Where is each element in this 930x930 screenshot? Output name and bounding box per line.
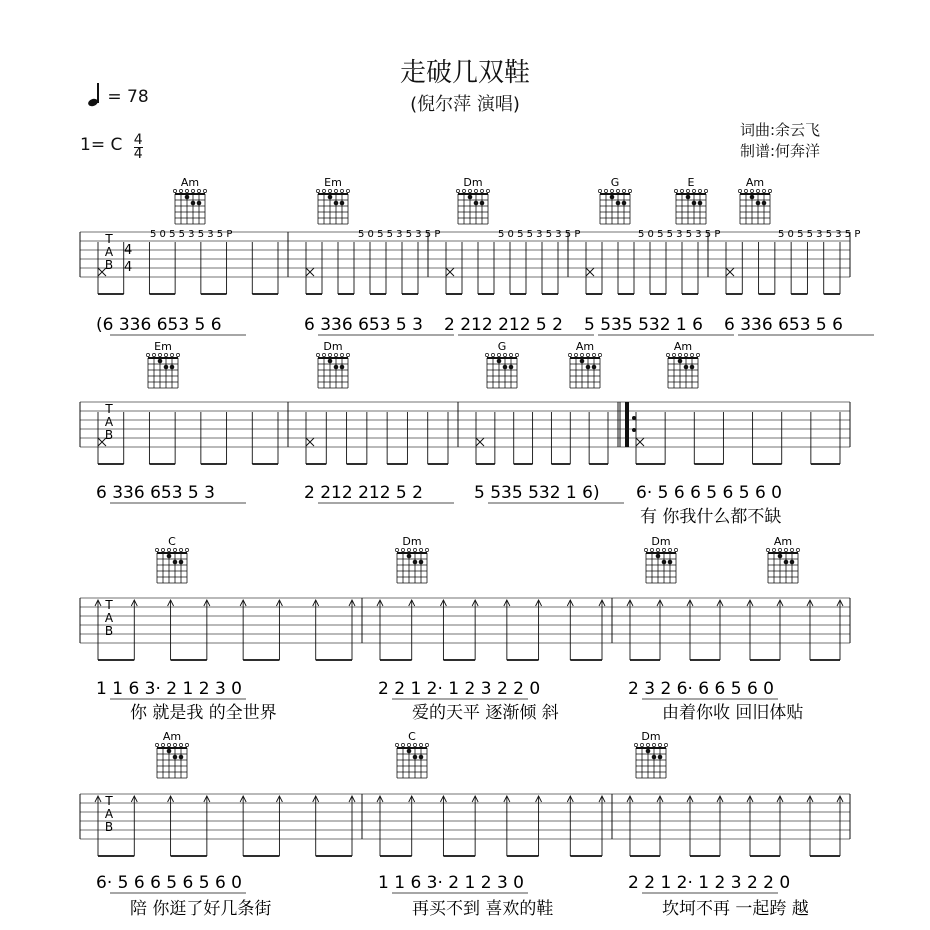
tab-time-bottom: 4 xyxy=(124,260,133,275)
fret-numbers: 5 0 5 5 3 5 3 5 P xyxy=(150,229,233,240)
chord-name: Dm xyxy=(651,535,671,548)
jianpu-measure: 2 2 1 2· 1 2 3 2 2 0 xyxy=(378,679,541,699)
muted-note-mark xyxy=(98,438,106,446)
muted-note-mark xyxy=(306,438,314,446)
chord-diagram-am xyxy=(568,340,601,388)
chord-name: Dm xyxy=(402,535,422,548)
tab-clef-letter: T xyxy=(105,598,113,612)
score-system-3 xyxy=(80,598,850,723)
tab-clef-letter: A xyxy=(104,807,114,821)
chord-diagram-am xyxy=(738,176,771,224)
chord-diagram-g xyxy=(598,176,631,224)
fret-numbers: 5 0 5 5 3 5 3 5 P xyxy=(778,229,861,240)
tab-clef-letter: B xyxy=(104,820,114,834)
chord-name: Dm xyxy=(463,176,483,189)
jianpu-measure: 5 535 532 1 6 xyxy=(584,315,703,335)
chord-name: Am xyxy=(745,176,765,189)
lyric-line: 陪 你逛了好几条街 xyxy=(130,899,272,919)
jianpu-measure: 6 336 653 5 3 xyxy=(96,483,215,503)
jianpu-measure: 2 3 2 6· 6 6 5 6 0 xyxy=(628,679,774,699)
tab-clef-letter: B xyxy=(104,624,114,638)
jianpu-measure: 2 212 212 5 2 xyxy=(304,483,423,503)
tab-time-top: 4 xyxy=(124,243,133,258)
chord-name: C xyxy=(408,730,416,743)
chord-diagram-am xyxy=(173,176,206,224)
chord-name: Am xyxy=(162,730,182,743)
chord-name: Am xyxy=(773,535,793,548)
muted-note-mark xyxy=(98,268,106,276)
chord-name: Dm xyxy=(641,730,661,743)
tempo-value: = 78 xyxy=(107,87,149,107)
time-top: 4 xyxy=(133,132,143,148)
jianpu-measure: 6 336 653 5 3 xyxy=(304,315,423,335)
chord-diagram-dm xyxy=(395,535,428,583)
chord-diagram-am xyxy=(666,340,699,388)
chord-diagram-g xyxy=(485,340,518,388)
jianpu-measure: 2 212 212 5 2 xyxy=(444,315,563,335)
song-subtitle: (倪尔萍 演唱) xyxy=(410,94,520,115)
chord-diagram-e xyxy=(674,176,707,224)
tab-clef-letter: A xyxy=(104,611,114,625)
chord-diagram-dm xyxy=(456,176,489,224)
chord-diagram-dm xyxy=(644,535,677,583)
chord-name: C xyxy=(168,535,176,548)
chord-diagram-am xyxy=(766,535,799,583)
jianpu-measure: 2 2 1 2· 1 2 3 2 2 0 xyxy=(628,873,791,893)
song-title: 走破几双鞋 xyxy=(399,58,530,88)
jianpu-measure: 6· 5 6 6 5 6 5 6 0 xyxy=(636,483,782,503)
muted-note-mark xyxy=(446,268,454,276)
tab-clef-letter: A xyxy=(104,245,114,259)
chord-name: G xyxy=(610,176,620,189)
score-system-1 xyxy=(80,229,874,335)
tab-clef-letter: T xyxy=(105,794,113,808)
tab-clef-letter: B xyxy=(104,428,114,442)
jianpu-measure: 1 1 6 3· 2 1 2 3 0 xyxy=(96,679,242,699)
tab-clef-letter: B xyxy=(104,258,114,272)
muted-note-mark xyxy=(726,268,734,276)
jianpu-measure: 1 1 6 3· 2 1 2 3 0 xyxy=(378,873,524,893)
chord-diagram-dm xyxy=(634,730,667,778)
lyric-line: 有 你我什么都不缺 xyxy=(640,507,782,527)
lyric-line: 由着你收 回旧体贴 xyxy=(662,703,804,723)
muted-note-mark xyxy=(476,438,484,446)
muted-note-mark xyxy=(306,268,314,276)
lyric-line: 你 就是我 的全世界 xyxy=(130,703,277,723)
time-bottom: 4 xyxy=(133,146,143,162)
chord-name: Am xyxy=(575,340,595,353)
chord-name: Am xyxy=(673,340,693,353)
lyric-line: 爱的天平 逐渐倾 斜 xyxy=(412,703,559,723)
repeat-bar xyxy=(625,402,629,447)
jianpu-measure: (6 336 653 5 6 xyxy=(96,315,222,335)
chord-diagram-c xyxy=(155,535,188,583)
key-label: 1= C xyxy=(80,135,123,155)
fret-numbers: 5 0 5 5 3 5 3 5 P xyxy=(498,229,581,240)
chord-name: E xyxy=(687,176,695,189)
lyricist-credit: 词曲:余云飞 xyxy=(740,121,821,139)
transcriber-credit: 制谱:何奔洋 xyxy=(740,142,821,160)
fret-numbers: 5 0 5 5 3 5 3 5 P xyxy=(358,229,441,240)
tab-clef-letter: A xyxy=(104,415,114,429)
jianpu-measure: 6· 5 6 6 5 6 5 6 0 xyxy=(96,873,242,893)
chord-diagram-em xyxy=(316,176,349,224)
lyric-line: 坎坷不再 一起跨 越 xyxy=(662,899,809,919)
chord-name: G xyxy=(497,340,507,353)
chord-name: Em xyxy=(154,340,172,353)
jianpu-measure: 5 535 532 1 6) xyxy=(474,483,600,503)
chord-diagram-dm xyxy=(316,340,349,388)
chord-diagram-am xyxy=(155,730,188,778)
tab-clef-letter: T xyxy=(105,402,113,416)
chord-name: Em xyxy=(324,176,342,189)
tab-clef-letter: T xyxy=(105,232,113,246)
chord-diagram-em xyxy=(146,340,179,388)
jianpu-measure: 6 336 653 5 6 xyxy=(724,315,843,335)
muted-note-mark xyxy=(586,268,594,276)
score-system-2 xyxy=(80,402,850,527)
fret-numbers: 5 0 5 5 3 5 3 5 P xyxy=(638,229,721,240)
score-system-4 xyxy=(80,794,850,919)
lyric-line: 再买不到 喜欢的鞋 xyxy=(412,899,554,919)
chord-diagram-c xyxy=(395,730,428,778)
chord-name: Am xyxy=(180,176,200,189)
chord-name: Dm xyxy=(323,340,343,353)
muted-note-mark xyxy=(636,438,644,446)
